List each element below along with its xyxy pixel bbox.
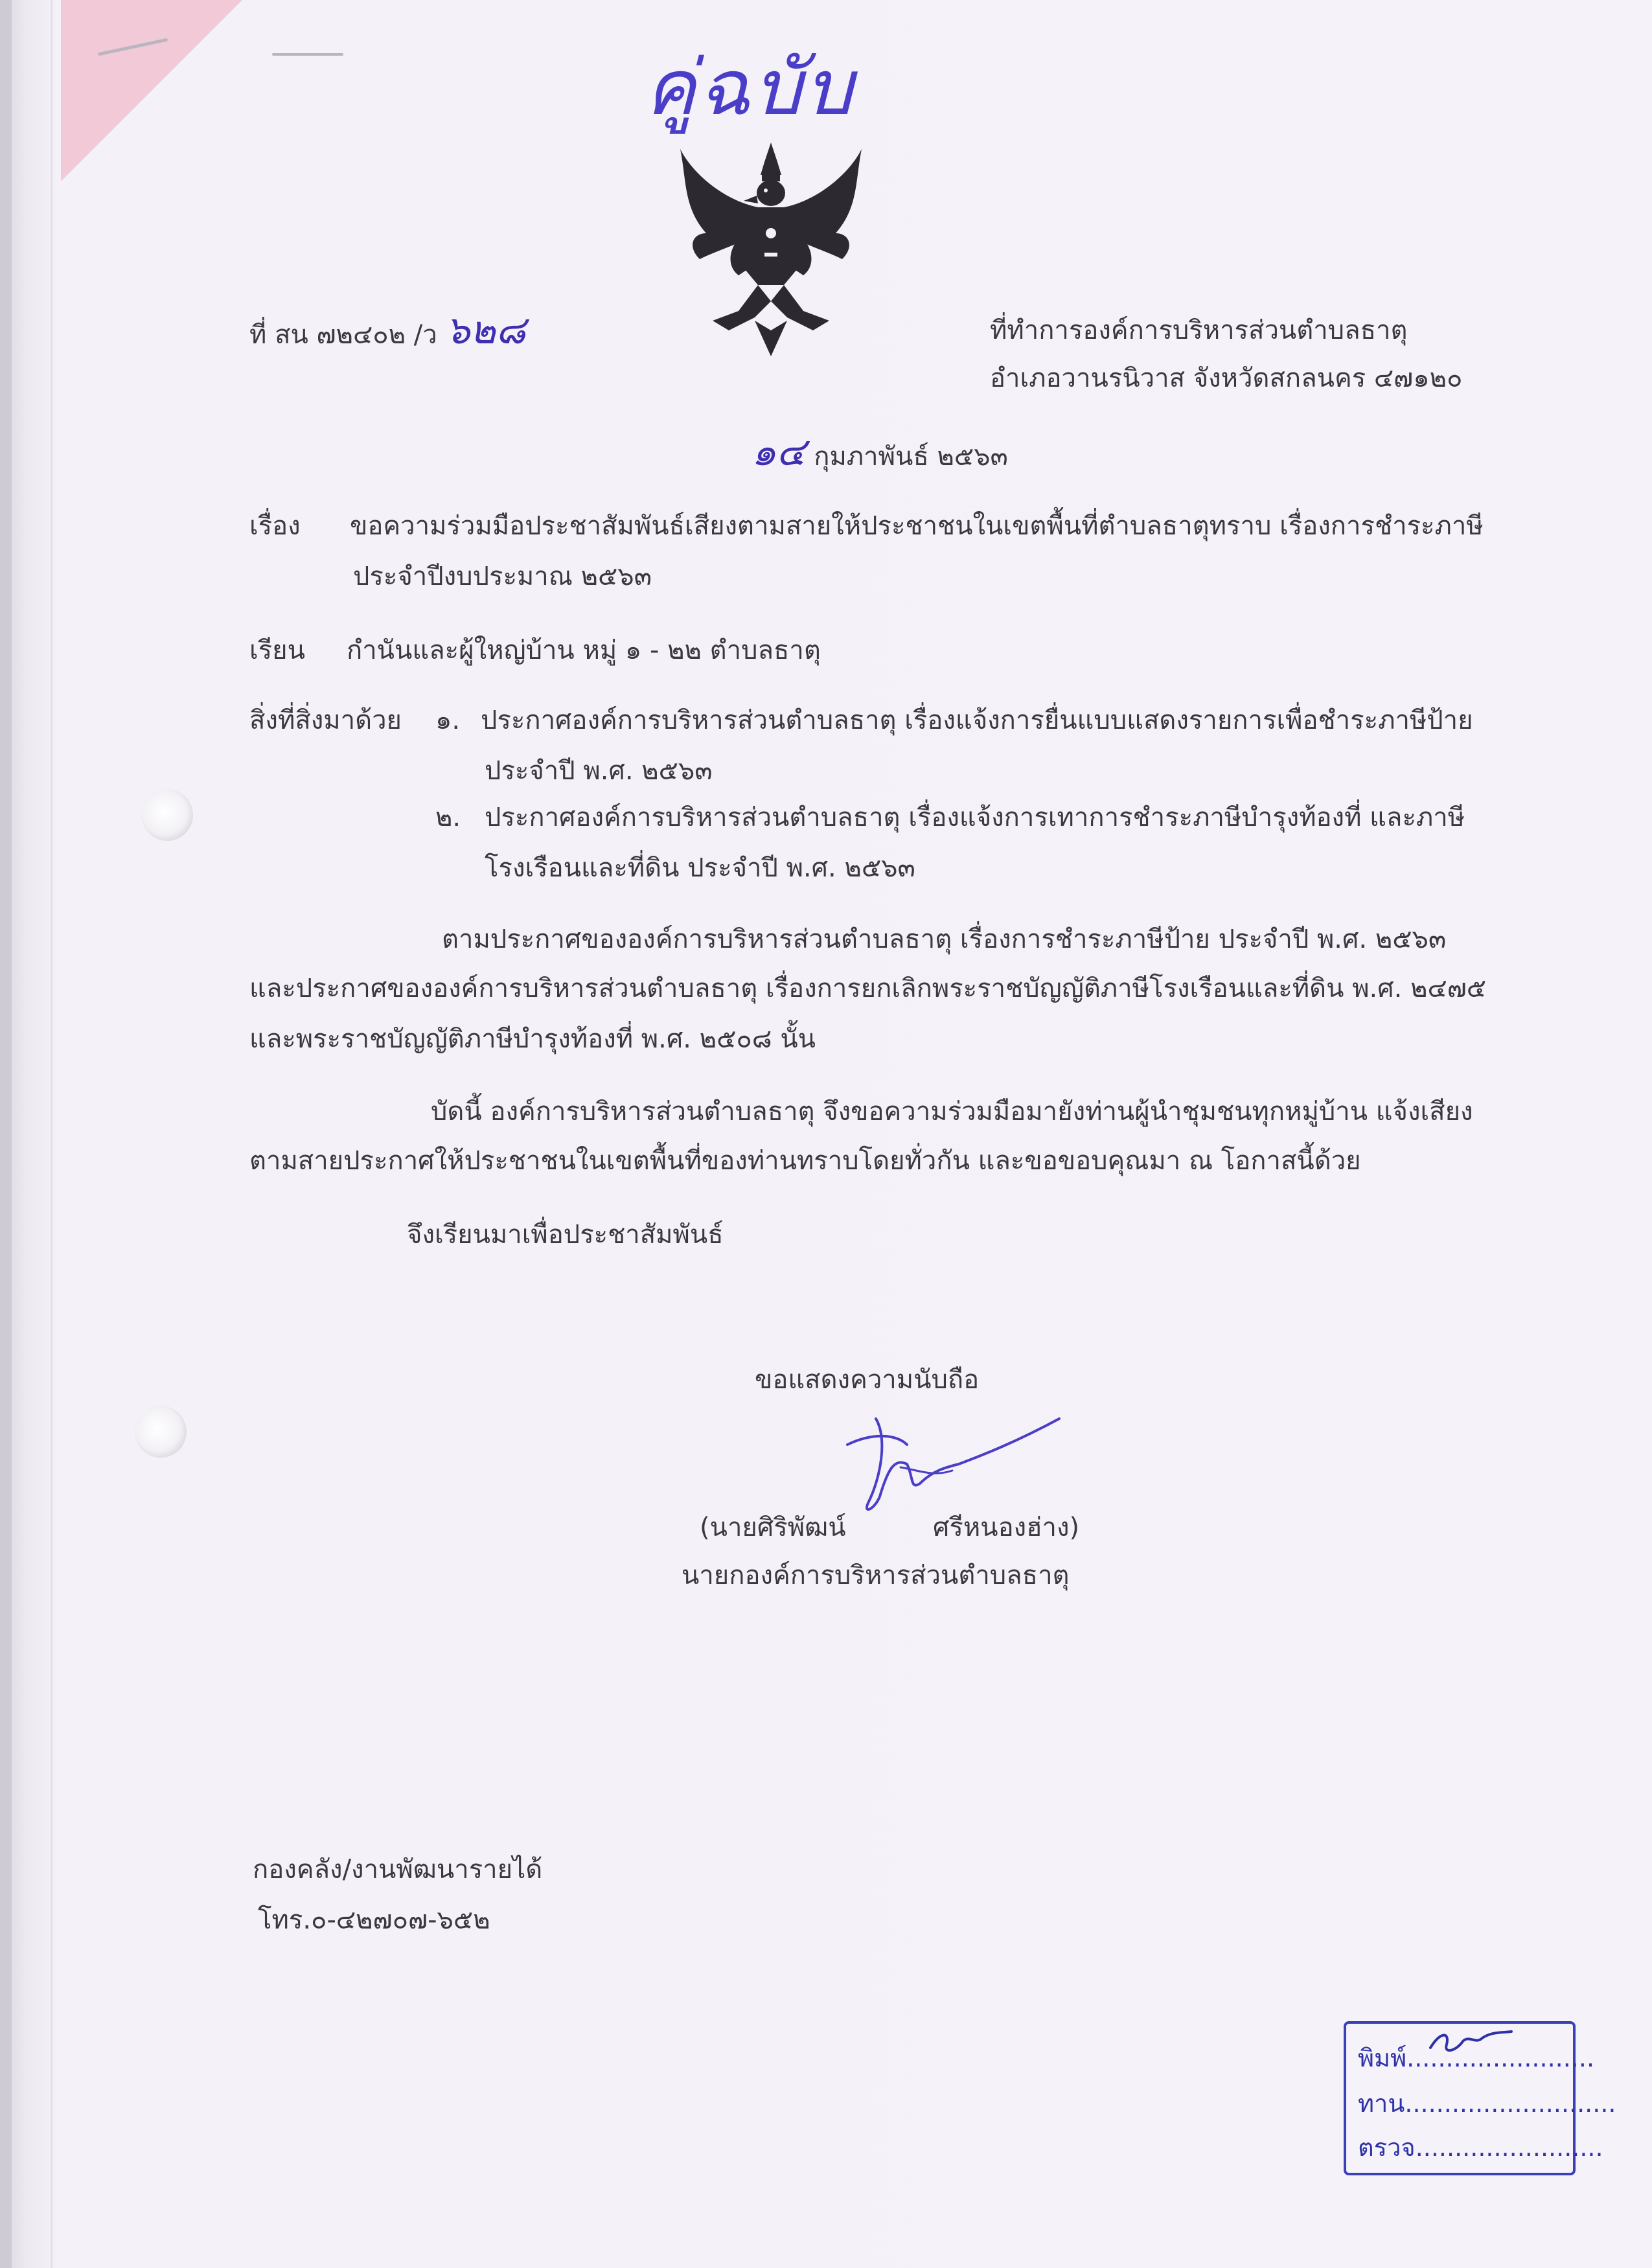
stamp-line-reviewed: ทาน........................... (1358, 2089, 1616, 2118)
paper-edge (0, 0, 12, 2268)
handwritten-signature-icon (836, 1406, 1069, 1516)
routing-stamp-box (1344, 2021, 1616, 2175)
subject-line1: ขอความร่วมมือประชาสัมพันธ์เสียงตามสายให้ประชาชนในเขตพื้นที่ตำบลธาตุทราบ เรื่องการชำระภาษี (350, 511, 1484, 541)
signer-name-last: ศรีหนองฮ่าง) (933, 1513, 1080, 1542)
punch-hole (141, 789, 193, 841)
date-day-handwritten: ๑๔ (751, 430, 806, 475)
staple-mark (272, 53, 343, 56)
enclosure-2-line2: โรงเรือนและที่ดิน ประจำปี พ.ศ. ๒๕๖๓ (485, 853, 915, 883)
footer-phone: โทร.๐-๔๒๗๐๗-๖๕๒ (258, 1905, 490, 1935)
document-date (751, 430, 1008, 475)
date-month-year: กุมภาพันธ์ ๒๕๖๓ (814, 442, 1008, 472)
document-number (249, 308, 526, 353)
closing-text: ขอแสดงความนับถือ (755, 1365, 980, 1395)
body-paragraph3: จึงเรียนมาเพื่อประชาสัมพันธ์ (407, 1220, 724, 1250)
body-paragraph1-line3: และพระราชบัญญัติภาษีบำรุงท้องที่ พ.ศ. ๒๕๐๘ นั้น (249, 1024, 816, 1054)
enclosure-1-line1: ประกาศองค์การบริหารส่วนตำบลธาตุ เรื่องแจ้งการยื่นแบบแสดงรายการเพื่อชำระภาษีป้าย (481, 705, 1473, 735)
signer-title: นายกองค์การบริหารส่วนตำบลธาตุ (682, 1561, 1070, 1590)
enclosure-1-number: ๑. (435, 705, 461, 735)
footer-department: กองคลัง/งานพัฒนารายได้ (253, 1855, 543, 1884)
document-number-handwritten: ๖๒๘ (445, 308, 526, 353)
body-paragraph2-line2: ตามสายประกาศให้ประชาชนในเขตพื้นที่ของท่านทราบโดยทั่วกัน และขอขอบคุณมา ณ โอกาสนี้ด้วย (249, 1146, 1361, 1176)
stamp-line-typed: พิมพ์........................ (1358, 2044, 1595, 2072)
subject-label: เรื่อง (249, 511, 301, 541)
enclosure-2-line1: ประกาศองค์การบริหารส่วนตำบลธาตุ เรื่องแจ้งการเทาการชำระภาษีบำรุงท้องที่ และภาษี (485, 803, 1465, 832)
stamp-initials-icon (1424, 2025, 1515, 2057)
body-paragraph2-line1: บัดนี้ องค์การบริหารส่วนตำบลธาตุ จึงขอความร่วมมือมายังท่านผู้นำชุมชนทุกหมู่บ้าน แจ้งเสียง (431, 1097, 1473, 1127)
body-paragraph1-line2: และประกาศขององค์การบริหารส่วนตำบลธาตุ เรื่องการยกเลิกพระราชบัญญัติภาษีโรงเรือนและที่ดิน พ.ศ. ๒๔๗๕ (249, 974, 1487, 1003)
recipient-text: กำนันและผู้ใหญ่บ้าน หมู่ ๑ - ๒๒ ตำบลธาตุ (347, 636, 821, 665)
punch-hole (135, 1406, 187, 1458)
office-address-line2: อำเภอวานรนิวาส จังหวัดสกลนคร ๔๗๑๒๐ (990, 363, 1463, 393)
subject-line2: ประจำปีงบประมาณ ๒๕๖๓ (353, 562, 652, 591)
paper-edge-line (51, 0, 52, 2268)
enclosures-label: สิ่งที่สิ่งมาด้วย (249, 705, 402, 735)
enclosure-1-line2: ประจำปี พ.ศ. ๒๕๖๓ (485, 756, 713, 786)
stamp-line-checked: ตรวจ........................ (1358, 2133, 1603, 2162)
office-address-line1: ที่ทำการองค์การบริหารส่วนตำบลธาตุ (990, 315, 1408, 345)
enclosure-2-number: ๒. (435, 803, 461, 832)
document-number-prefix: ที่ สน ๗๒๔๐๒ /ว (249, 320, 437, 350)
garuda-emblem-icon (667, 136, 875, 363)
signer-name-first: (นายศิริพัฒน์ (700, 1513, 846, 1542)
body-paragraph1-line1: ตามประกาศขององค์การบริหารส่วนตำบลธาตุ เรื่องการชำระภาษีป้าย ประจำปี พ.ศ. ๒๕๖๓ (442, 924, 1447, 954)
recipient-label: เรียน (249, 636, 305, 665)
copy-stamp: คู่ฉบับ (645, 43, 856, 132)
pink-corner-tab (61, 0, 242, 181)
